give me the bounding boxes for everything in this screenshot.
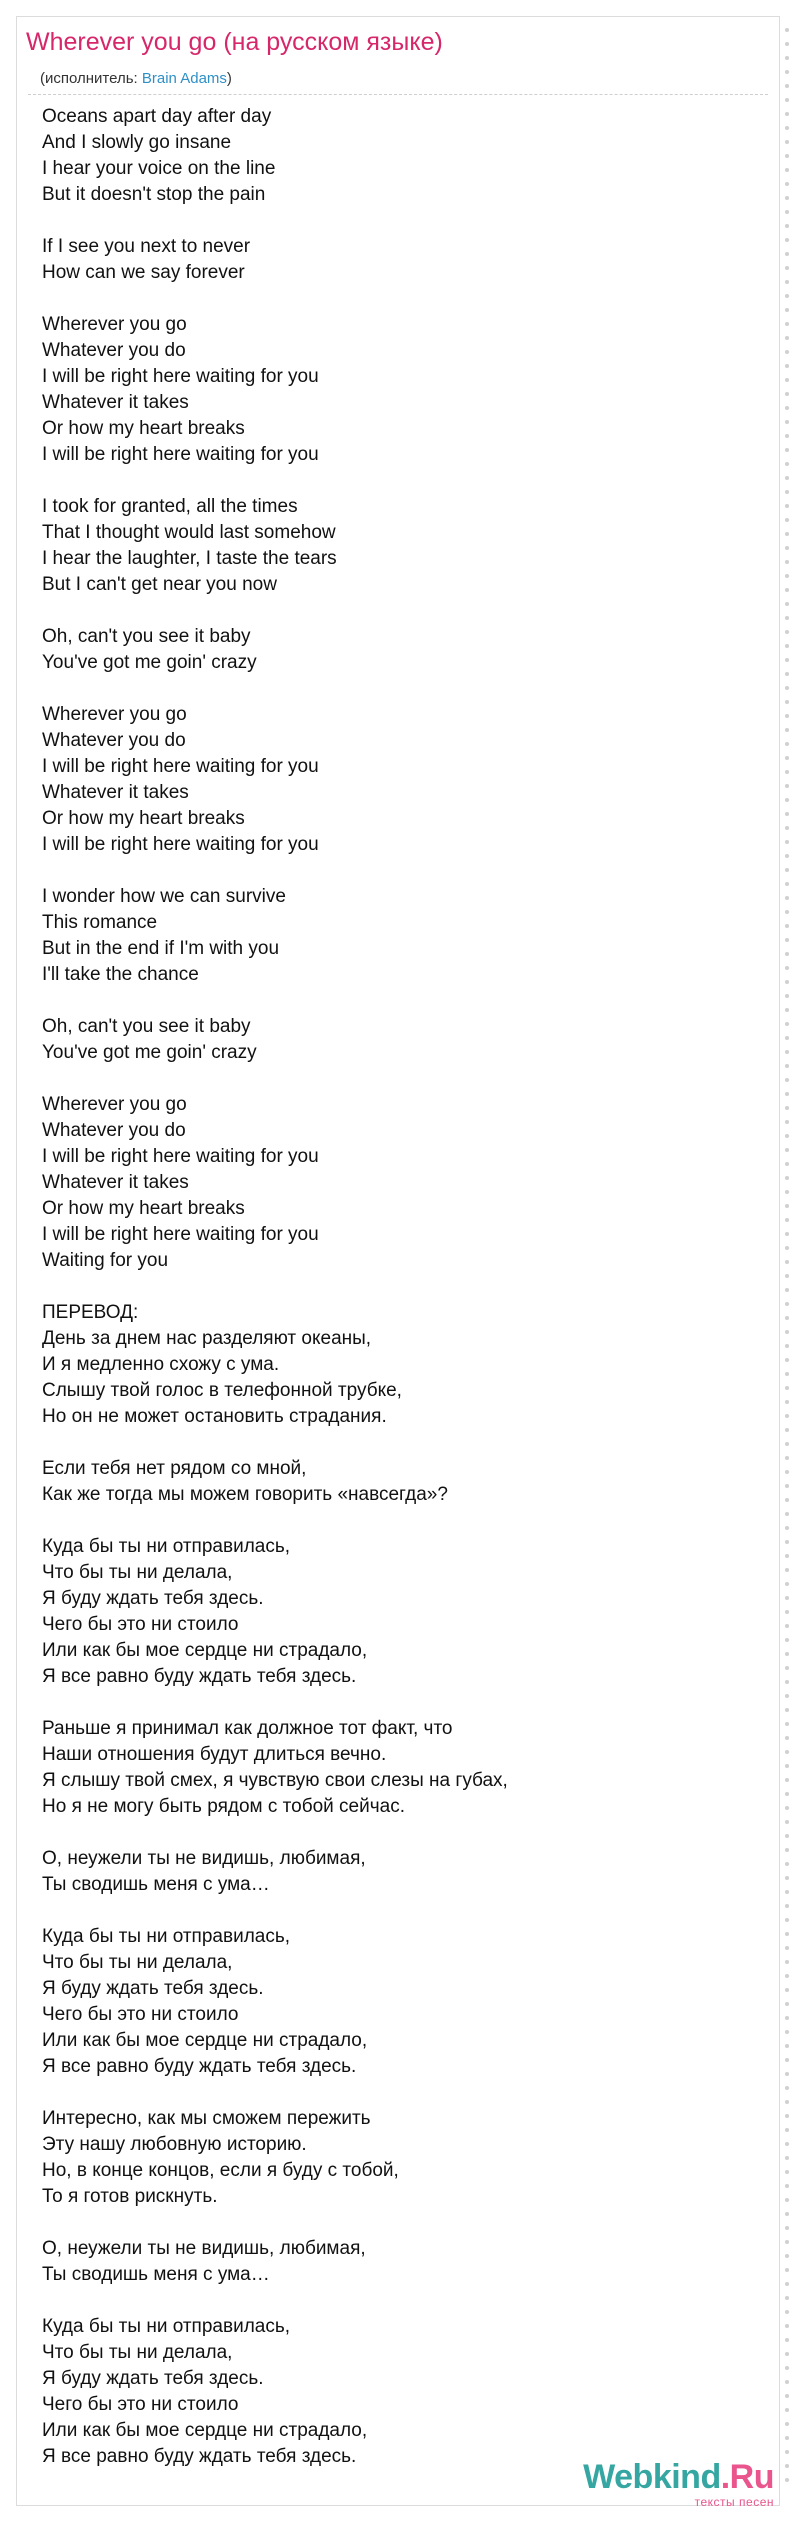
lyric-line: Я все равно буду ждать тебя здесь. [42, 2446, 357, 2467]
scrollbar-dot [785, 910, 789, 914]
scrollbar-dot [785, 672, 789, 676]
lyric-line: If I see you next to never [42, 236, 251, 257]
lyric-line: Whatever you do [42, 340, 186, 361]
scrollbar-dot [785, 294, 789, 298]
lyric-line: Я буду ждать тебя здесь. [42, 1588, 264, 1609]
scrollbar-dot [785, 2170, 789, 2174]
scrollbar-dot [785, 1442, 789, 1446]
lyric-line: Но он не может остановить страдания. [42, 1406, 387, 1427]
lyric-line: О, неужели ты не видишь, любимая, [42, 1848, 366, 1869]
scrollbar-dot [785, 2268, 789, 2272]
scrollbar-dot [785, 1050, 789, 1054]
lyric-line: Whatever you do [42, 1120, 186, 1141]
lyric-line: Что бы ты ни делала, [42, 1562, 233, 1583]
scrollbar-dot [785, 112, 789, 116]
scrollbar-dot [785, 784, 789, 788]
scrollbar-dot [785, 70, 789, 74]
lyric-line: Или как бы мое сердце ни страдало, [42, 2030, 368, 2051]
scrollbar-dot [785, 644, 789, 648]
scrollbar-dot [785, 210, 789, 214]
lyric-line: You've got me goin' crazy [42, 652, 257, 673]
scrollbar-dot [785, 462, 789, 466]
stanza-gap [42, 988, 762, 1014]
lyric-line: I wonder how we can survive [42, 886, 286, 907]
lyric-line: Я буду ждать тебя здесь. [42, 2368, 264, 2389]
scrollbar-dot [785, 658, 789, 662]
scrollbar-dot [785, 2464, 789, 2468]
scrollbar-dot [785, 2352, 789, 2356]
scrollbar-dot [785, 770, 789, 774]
lyric-line: Или как бы мое сердце ни страдало, [42, 2420, 368, 2441]
scrollbar-dot [785, 546, 789, 550]
scrollbar-dot [785, 1820, 789, 1824]
stanza-gap [42, 2210, 762, 2236]
scrollbar-dot [785, 2380, 789, 2384]
lyric-line: Наши отношения будут длиться вечно. [42, 1744, 387, 1765]
scrollbar-dot [785, 756, 789, 760]
scrollbar-dot [785, 1148, 789, 1152]
lyric-line: Что бы ты ни делала, [42, 2342, 233, 2363]
lyric-line: But it doesn't stop the pain [42, 184, 266, 205]
lyric-line: Раньше я принимал как должное тот факт, что [42, 1718, 453, 1739]
lyrics-body [42, 104, 762, 2470]
scrollbar-dot [785, 42, 789, 46]
scrollbar-dot [785, 1260, 789, 1264]
scrollbar-dot [785, 1554, 789, 1558]
scrollbar-dot [785, 504, 789, 508]
stanza-gap [42, 286, 762, 312]
scrollbar-dot [785, 1036, 789, 1040]
scrollbar-dot [785, 882, 789, 886]
scrollbar-dot [785, 532, 789, 536]
scrollbar-dot [785, 1526, 789, 1530]
scrollbar-dot [785, 2184, 789, 2188]
scrollbar-dot [785, 1400, 789, 1404]
scrollbar-dot [785, 434, 789, 438]
webkind-logo[interactable] [583, 2460, 774, 2508]
scrollbar-dot [785, 1722, 789, 1726]
scrollbar-dot [785, 1946, 789, 1950]
scrollbar-dot [785, 1176, 789, 1180]
stanza-gap [42, 2080, 762, 2106]
stanza-gap [42, 1066, 762, 1092]
lyric-line: Куда бы ты ни отправилась, [42, 2316, 291, 2337]
stanza-gap [42, 208, 762, 234]
scrollbar-dot [785, 1512, 789, 1516]
lyric-line: Whatever you do [42, 730, 186, 751]
scrollbar-dot [785, 2128, 789, 2132]
scrollbar-dot [785, 1456, 789, 1460]
scrollbar-dot [785, 1638, 789, 1642]
lyric-line: Whatever it takes [42, 782, 189, 803]
scrollbar-dot [785, 798, 789, 802]
lyric-line: Ты сводишь меня с ума… [42, 1874, 270, 1895]
scrollbar-dot [785, 1428, 789, 1432]
stanza-gap [42, 1430, 762, 1456]
scrollbar-dot [785, 2282, 789, 2286]
lyric-line: Но, в конце концов, если я буду с тобой, [42, 2160, 399, 2181]
lyric-line: Или как бы мое сердце ни страдало, [42, 1640, 368, 1661]
lyric-line: Ты сводишь меня с ума… [42, 2264, 270, 2285]
scrollbar-dot [785, 476, 789, 480]
scrollbar-dot [785, 84, 789, 88]
scrollbar-dot [785, 1344, 789, 1348]
lyric-line: Но я не могу быть рядом с тобой сейчас. [42, 1796, 405, 1817]
lyric-line: And I slowly go insane [42, 132, 232, 153]
scrollbar-dot [785, 266, 789, 270]
scrollbar-dot [785, 1834, 789, 1838]
lyric-line: Куда бы ты ни отправилась, [42, 1926, 291, 1947]
lyric-line: ПЕРЕВОД: [42, 1302, 139, 1323]
scrollbar-dot [785, 336, 789, 340]
scrollbar-dot [785, 840, 789, 844]
scrollbar-dot [785, 308, 789, 312]
stanza-gap [42, 1508, 762, 1534]
scrollbar-dot [785, 1302, 789, 1306]
scrollbar-dot [785, 588, 789, 592]
scrollbar-dot [785, 2478, 789, 2482]
lyric-line: I will be right here waiting for you [42, 1146, 319, 1167]
scrollbar-dot [785, 1666, 789, 1670]
scrollbar-dot [785, 742, 789, 746]
scrollbar-dot [785, 1904, 789, 1908]
scrollbar-dot [785, 1708, 789, 1712]
scrollbar-dot [785, 2212, 789, 2216]
scrollbar-dot [785, 2366, 789, 2370]
lyric-line: Слышу твой голос в телефонной трубке, [42, 1380, 402, 1401]
scrollbar-dot [785, 2198, 789, 2202]
lyric-line: Or how my heart breaks [42, 418, 245, 439]
scrollbar-dot [785, 1162, 789, 1166]
scrollbar-dot [785, 2296, 789, 2300]
lyric-line: Чего бы это ни стоило [42, 2394, 239, 2415]
lyric-line: Whatever it takes [42, 392, 189, 413]
scrollbar-dot [785, 1288, 789, 1292]
scrollbar-dot [785, 2324, 789, 2328]
lyric-line: Я все равно буду ждать тебя здесь. [42, 1666, 357, 1687]
scrollbar-dot [785, 1918, 789, 1922]
scrollbar-dot [785, 994, 789, 998]
stanza-gap [42, 2288, 762, 2314]
scrollbar-dot [785, 2114, 789, 2118]
lyric-line: I took for granted, all the times [42, 496, 298, 517]
lyric-line: You've got me goin' crazy [42, 1042, 257, 1063]
lyric-line: Oh, can't you see it baby [42, 1016, 251, 1037]
scrollbar-dot [785, 1582, 789, 1586]
lyric-line: Интересно, как мы сможем пережить [42, 2108, 371, 2129]
stanza-gap [42, 468, 762, 494]
scrollbar-dot [785, 1932, 789, 1936]
scrollbar-dot [785, 518, 789, 522]
scrollbar-dot [785, 854, 789, 858]
lyric-line: Куда бы ты ни отправилась, [42, 1536, 291, 1557]
lyric-line: How can we say forever [42, 262, 245, 283]
lyric-line: Or how my heart breaks [42, 1198, 245, 1219]
scrollbar-dot [785, 1540, 789, 1544]
scrollbar-dot [785, 1652, 789, 1656]
lyric-line: Wherever you go [42, 704, 187, 725]
scrollbar-dot [785, 406, 789, 410]
scrollbar-dot [785, 2058, 789, 2062]
scrollbar-dot [785, 420, 789, 424]
stanza-gap [42, 1820, 762, 1846]
scrollbar-dot [785, 154, 789, 158]
scrollbar-dot [785, 2016, 789, 2020]
lyric-line: But I can't get near you now [42, 574, 277, 595]
scrollbar-dot [785, 868, 789, 872]
song-title: Wherever you go (на русском языке) [26, 28, 443, 56]
scrollbar-dot [785, 2338, 789, 2342]
scrollbar-dot [785, 196, 789, 200]
lyric-line: Я буду ждать тебя здесь. [42, 1978, 264, 1999]
scrollbar-dot [785, 1596, 789, 1600]
lyric-line: Я все равно буду ждать тебя здесь. [42, 2056, 357, 2077]
lyric-line: И я медленно схожу с ума. [42, 1354, 280, 1375]
logo-tld: .Ru [720, 2458, 774, 2496]
scrollbar-dot [785, 574, 789, 578]
scrollbar-dot [785, 952, 789, 956]
scrollbar-dot [785, 2226, 789, 2230]
scrollbar-dot [785, 1764, 789, 1768]
scrollbar-dot [785, 560, 789, 564]
scrollbar-dot [785, 98, 789, 102]
scrollbar-dot [785, 2100, 789, 2104]
scrollbar-dot [785, 980, 789, 984]
lyric-line: That I thought would last somehow [42, 522, 336, 543]
scrollbar-dot [785, 1484, 789, 1488]
scrollbar-dot [785, 364, 789, 368]
scrollbar-dot [785, 2030, 789, 2034]
scrollbar-dot [785, 2044, 789, 2048]
scrollbar-dot [785, 252, 789, 256]
scrollbar-dot [785, 1358, 789, 1362]
scrollbar-dot [785, 224, 789, 228]
stanza-gap [42, 858, 762, 884]
scrollbar-dot [785, 1806, 789, 1810]
scrollbar-dot [785, 1778, 789, 1782]
scrollbar-dot [785, 168, 789, 172]
logo-main-text [583, 2458, 774, 2496]
lyric-line: Эту нашу любовную историю. [42, 2134, 307, 2155]
scrollbar-dot [785, 1862, 789, 1866]
scrollbar-dot [785, 1610, 789, 1614]
scrollbar-dot [785, 1190, 789, 1194]
lyric-line: I will be right here waiting for you [42, 1224, 319, 1245]
scrollbar-dot [785, 2086, 789, 2090]
scrollbar-dot [785, 2254, 789, 2258]
lyric-line: Wherever you go [42, 314, 187, 335]
lyric-line: Я слышу твой смех, я чувствую свои слезы на губах, [42, 1770, 508, 1791]
scrollbar-dot [785, 1736, 789, 1740]
scrollbar-dot [785, 1372, 789, 1376]
scrollbar-dot [785, 1022, 789, 1026]
scrollbar-dot [785, 1960, 789, 1964]
scrollbar-dot [785, 126, 789, 130]
scrollbar-dot [785, 1750, 789, 1754]
lyric-line: I will be right here waiting for you [42, 834, 319, 855]
scrollbar-dot [785, 1218, 789, 1222]
lyric-line: Как же тогда мы можем говорить «навсегда»? [42, 1484, 448, 1505]
scrollbar-dot [785, 686, 789, 690]
scrollbar-dot [785, 1232, 789, 1236]
scrollbar-dot [785, 392, 789, 396]
scrollbar-dot [785, 2072, 789, 2076]
scrollbar-dot [785, 378, 789, 382]
scrollbar-dot [785, 1120, 789, 1124]
scrollbar-dot [785, 2310, 789, 2314]
scrollbar-dot [785, 1568, 789, 1572]
scrollbar-dot [785, 2142, 789, 2146]
scrollbar-dot [785, 2436, 789, 2440]
lyric-line: I will be right here waiting for you [42, 444, 319, 465]
artist-link[interactable]: Brain Adams [141, 70, 227, 87]
scrollbar-dot [785, 924, 789, 928]
scrollbar-dot [785, 2394, 789, 2398]
scrollbar-dot [785, 1792, 789, 1796]
artist-suffix: ) [226, 70, 232, 87]
scrollbar-dot [785, 1078, 789, 1082]
lyric-line: Если тебя нет рядом со мной, [42, 1458, 307, 1479]
scrollbar-dot [785, 826, 789, 830]
lyric-line: Whatever it takes [42, 1172, 189, 1193]
scrollbar-dot [785, 2408, 789, 2412]
lyric-line: Чего бы это ни стоило [42, 1614, 239, 1635]
scrollbar-dot [785, 1008, 789, 1012]
scrollbar-dot [785, 1470, 789, 1474]
scrollbar-dot [785, 1106, 789, 1110]
lyric-line: Oh, can't you see it baby [42, 626, 251, 647]
scrollbar-dot [785, 182, 789, 186]
scrollbar-dot [785, 1848, 789, 1852]
scrollbar-dot [785, 1246, 789, 1250]
lyric-line: День за днем нас разделяют океаны, [42, 1328, 372, 1349]
stanza-gap [42, 1898, 762, 1924]
stanza-gap [42, 676, 762, 702]
scrollbar-dot [785, 1498, 789, 1502]
lyric-line: I will be right here waiting for you [42, 366, 319, 387]
scrollbar-dot [785, 1680, 789, 1684]
scrollbar-dot [785, 2002, 789, 2006]
lyric-line: This romance [42, 912, 158, 933]
lyric-line: Чего бы это ни стоило [42, 2004, 239, 2025]
scrollbar-dot [785, 280, 789, 284]
lyric-line: I'll take the chance [42, 964, 199, 985]
scrollbar-dot [785, 2156, 789, 2160]
lyric-line: Что бы ты ни делала, [42, 1952, 233, 1973]
scrollbar-dot [785, 140, 789, 144]
scrollbar-dot [785, 1092, 789, 1096]
scrollbar-dot [785, 1876, 789, 1880]
lyric-line: То я готов рискнуть. [42, 2186, 218, 2207]
scrollbar-dot [785, 1134, 789, 1138]
scrollbar-dot [785, 630, 789, 634]
scrollbar-dot [785, 238, 789, 242]
scrollbar-dot [785, 1694, 789, 1698]
scrollbar-dot [785, 1330, 789, 1334]
title-divider [28, 94, 768, 95]
scrollbar-dot [785, 322, 789, 326]
scrollbar-dot [785, 938, 789, 942]
stanza-gap [42, 598, 762, 624]
lyric-line: I hear the laughter, I taste the tears [42, 548, 337, 569]
lyric-line: Oceans apart day after day [42, 106, 272, 127]
scrollbar-dot [785, 1386, 789, 1390]
scrollbar-dot [785, 966, 789, 970]
scrollbar-dot [785, 812, 789, 816]
lyric-line: But in the end if I'm with you [42, 938, 280, 959]
lyric-line: Waiting for you [42, 1250, 169, 1271]
scrollbar-dot [785, 714, 789, 718]
scrollbar-dot [785, 2450, 789, 2454]
scrollbar-dot [785, 1064, 789, 1068]
scrollbar-dot [785, 896, 789, 900]
scrollbar-dot [785, 448, 789, 452]
lyric-line: I will be right here waiting for you [42, 756, 319, 777]
scrollbar-dot [785, 728, 789, 732]
scrollbar-dot [785, 1274, 789, 1278]
stanza-gap [42, 1274, 762, 1300]
scrollbar-dot [785, 1890, 789, 1894]
scrollbar-dot [785, 1624, 789, 1628]
scrollbar-dot [785, 2240, 789, 2244]
scrollbar-dot [785, 490, 789, 494]
lyric-line: Or how my heart breaks [42, 808, 245, 829]
scrollbar-dot [785, 1988, 789, 1992]
scrollbar-dot [785, 2422, 789, 2426]
artist-prefix: (исполнитель: [40, 70, 142, 87]
scrollbar-dot [785, 1204, 789, 1208]
stanza-gap [42, 1690, 762, 1716]
lyric-line: О, неужели ты не видишь, любимая, [42, 2238, 366, 2259]
logo-name: Webkind [583, 2458, 721, 2496]
scrollbar-dot [785, 602, 789, 606]
scrollbar-dot [785, 700, 789, 704]
scrollbar-dot [785, 28, 789, 32]
scrollbar-dot [785, 1316, 789, 1320]
logo-tagline: тексты песен [694, 2495, 774, 2509]
scrollbar-dot [785, 1974, 789, 1978]
lyric-line: Wherever you go [42, 1094, 187, 1115]
scrollbar-dot [785, 56, 789, 60]
scrollbar-dot [785, 616, 789, 620]
lyric-line: I hear your voice on the line [42, 158, 276, 179]
scrollbar-dot [785, 350, 789, 354]
artist-line [40, 70, 232, 87]
scrollbar-dot [785, 1414, 789, 1418]
